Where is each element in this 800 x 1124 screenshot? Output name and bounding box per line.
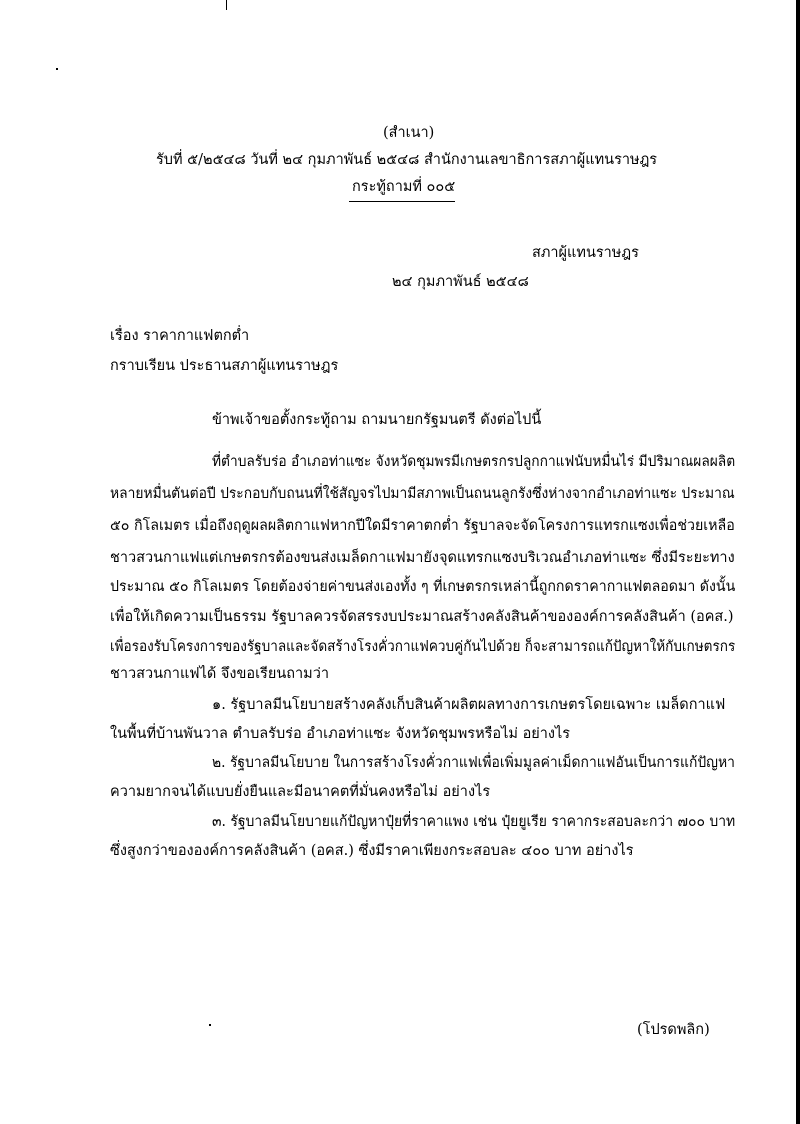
- sender-org: สภาผู้แทนราษฎร: [532, 245, 639, 261]
- question-number-underline: [349, 201, 455, 202]
- body-line: ชาวสวนกาแฟแต่เกษตรกรต้องขนส่งเมล็ดกาแฟมายังจุดแทรกแซงบริเวณอำเภอท่าแซะ ซึ่งมีระยะทาง: [110, 550, 735, 566]
- body-line: เพื่อรองรับโครงการของรัฐบาลและจัดสร้างโรงคั่วกาแฟควบคู่กันไปด้วย ก็จะสามารถแก้ปัญหาให้กับเกษตรกร: [110, 639, 736, 655]
- salutation: กราบเรียน ประธานสภาผู้แทนราษฎร: [110, 358, 339, 374]
- scan-edge: [796, 0, 800, 1124]
- body-line: ชาวสวนกาแฟได้ จึงขอเรียนถามว่า: [110, 666, 329, 682]
- question-item-1: ๑. รัฐบาลมีนโยบายสร้างคลังเก็บสินค้าผลิตผลทางการเกษตรโดยเฉพาะ เมล็ดกาแฟ: [212, 697, 726, 713]
- turn-over-note: (โปรดพลิก): [637, 1022, 710, 1038]
- scan-speck: [226, 0, 227, 10]
- question-item-1-cont: ในพื้นที่บ้านพันวาล ตำบลรับร่อ อำเภอท่าแซะ จังหวัดชุมพรหรือไม่ อย่างไร: [110, 726, 571, 742]
- body-line: ที่ตำบลรับร่อ อำเภอท่าแซะ จังหวัดชุมพรมีเกษตรกรปลูกกาแฟนับหมื่นไร่ มีปริมาณผลผลิต: [212, 454, 736, 470]
- copy-mark: (สำเนา): [383, 125, 435, 141]
- question-item-2: ๒. รัฐบาลมีนโยบาย ในการสร้างโรงคั่วกาแฟเพื่อเพิ่มมูลค่าเม็ดกาแฟอันเป็นการแก้ปัญหา: [212, 755, 735, 771]
- subject-line: เรื่อง ราคากาแฟตกต่ำ: [110, 328, 250, 344]
- body-line: หลายหมื่นตันต่อปี ประกอบกับถนนที่ใช้สัญจรไปมามีสภาพเป็นถนนลูกรังซึ่งห่างจากอำเภอท่าแซะ ประมาณ: [110, 486, 735, 502]
- question-number: [352, 177, 455, 197]
- received-reference: รับที่ ๕/๒๕๔๘ วันที่ ๒๔ กุมภาพันธ์ ๒๕๔๘ สำนักงานเลขาธิการสภาผู้แทนราษฎร: [156, 152, 658, 168]
- question-item-2-cont: ความยากจนได้แบบยั่งยืนและมีอนาคตที่มั่นคงหรือไม่ อย่างไร: [110, 784, 491, 800]
- question-item-3-cont: ซึ่งสูงกว่าขององค์การคลังสินค้า (อคส.) ซึ่งมีราคาเพียงกระสอบละ ๔๐๐ บาท อย่างไร: [110, 843, 634, 859]
- body-line: ๕๐ กิโลเมตร เมื่อถึงฤดูผลผลิตกาแฟหากปีใดมีราคาตกต่ำ รัฐบาลจะจัดโครงการแทรกแซงเพื่อช่วยเหลือ: [110, 518, 735, 534]
- question-number-text: กระทู้ถามที่ ๐๐๕: [352, 179, 456, 195]
- body-line: เพื่อให้เกิดความเป็นธรรม รัฐบาลควรจัดสรรงบประมาณสร้างคลังสินค้าขององค์การคลังสินค้า (อคส.): [110, 609, 734, 625]
- scan-speck: [56, 68, 58, 70]
- body-intro: ข้าพเจ้าขอตั้งกระทู้ถาม ถามนายกรัฐมนตรี ดังต่อไปนี้: [212, 412, 542, 428]
- document-date: ๒๔ กุมภาพันธ์ ๒๕๔๘: [392, 274, 529, 290]
- question-item-3: ๓. รัฐบาลมีนโยบายแก้ปัญหาปุ๋ยที่ราคาแพง เช่น ปุ๋ยยูเรีย ราคากระสอบละกว่า ๗๐๐ บาท: [212, 814, 736, 830]
- body-line: ประมาณ ๕๐ กิโลเมตร โดยต้องจ่ายค่าขนส่งเองทั้ง ๆ ที่เกษตรกรเหล่านี้ถูกกดราคากาแฟตลอดมา ดังนั้น: [110, 579, 736, 595]
- scan-speck: [209, 1024, 211, 1026]
